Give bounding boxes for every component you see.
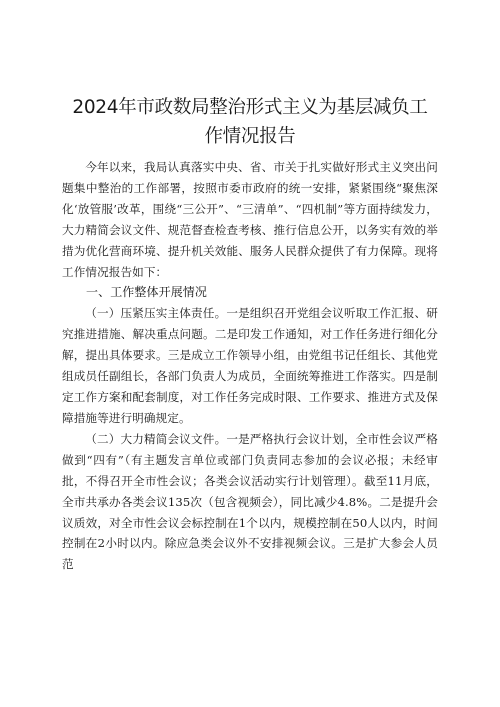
title-line-2: 作情况报告 [204,126,296,147]
document-title [50,93,450,151]
section-heading: 一、工作整体开展情况 [86,285,208,300]
title-line-1: 2024年市政数局整治形式主义为基层减负工 [72,97,428,118]
document-body [62,157,438,575]
paragraph-meetings: （二）大力精简会议文件。一是严格执行会议计划，全市性会议严格做到“四有”（有主题发言单位或部门负责同志参加的会议必报；未经审批，不得召开全市性会议；各类会议活动实行计划管理）。截至11月底，全市共承办各类会议135次（包含视频会），同比减少4.8%。二是提升会议质效，对全市性会议会标控制在1个以内，规模控制在50人以内，时间控制在2小时以内。除应急类会议外不安排视频会议。三是扩大参会人员范 [62,431,438,572]
intro-paragraph: 今年以来，我局认真落实中央、省、市关于扎实做好形式主义突出问题集中整治的工作部署，按照市委市政府的统一安排，紧紧围绕“聚焦深化‘放管服’改革，围绕“三公开”、“三清单”、“四机制”等方面持续发力，大力精简会议文件、规范督查检查考核、推行信息公开，以务实有效的举措为优化营商环境、提升机关效能、服务人民群众提供了有力保障。现将工作情况报告如下： [62,160,438,279]
paragraph-responsibility: （一）压紧压实主体责任。一是组织召开党组会议听取工作汇报、研究推进措施、解决重点问题。二是印发工作通知，对工作任务进行细化分解，提出具体要求。三是成立工作领导小组，由党组书记任组长、其他党组成员任副组长，各部门负责人为成员，全面统筹推进工作落实。四是制定工作方案和配套制度，对工作任务完成时限、工作要求、推进方式及保障措施等进行明确规定。 [62,306,438,425]
